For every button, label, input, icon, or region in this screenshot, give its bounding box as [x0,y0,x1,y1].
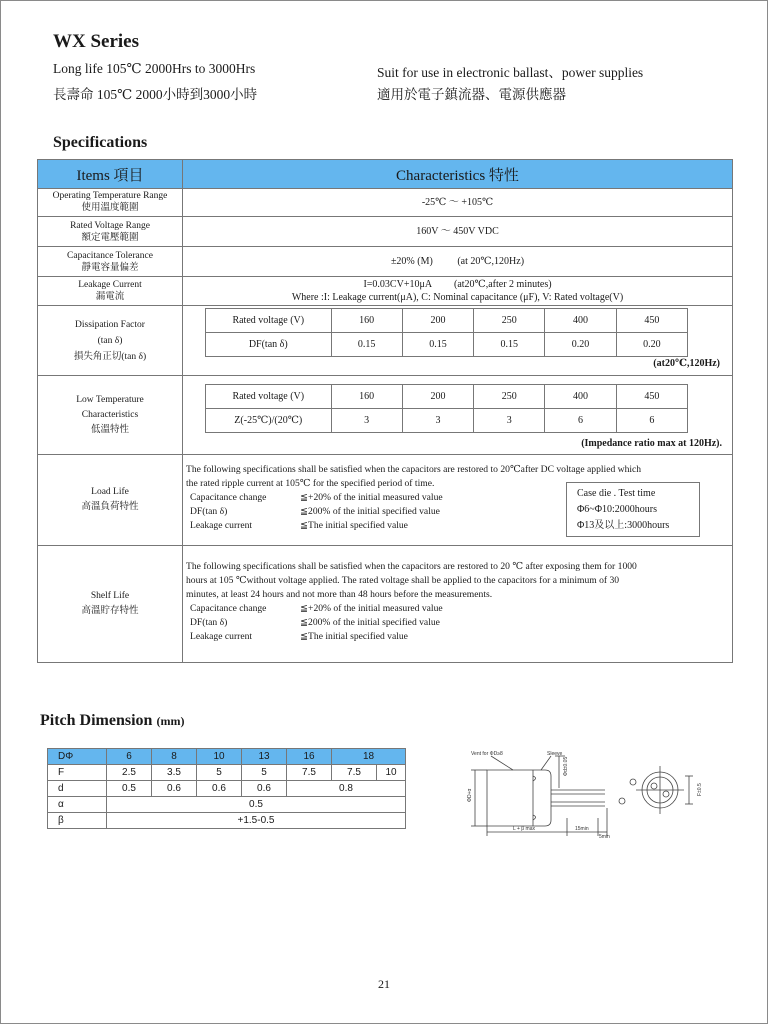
item-en: Load Life [91,487,129,497]
lt-row-label: Z(-25℃)/(20℃) [206,409,332,433]
pitch-f-value: 5 [197,765,242,781]
item-en: Rated Voltage Range [70,220,150,231]
pitch-alpha-value: 0.5 [107,797,406,813]
case-title: Case die . Test time [577,488,656,499]
use-zh: 適用於電子鎮流器、電源供應器 [377,87,566,102]
pitch-alpha-label: α [48,797,107,813]
row-dissipation-factor [38,306,732,376]
df-head-label: Rated voltage (V) [206,309,332,333]
pitch-f-label: F [48,765,107,781]
f-label: F±0.5 [697,783,703,796]
item-zh: 靜電容量偏差 [81,262,139,273]
df-voltage: 200 [402,309,473,333]
lt-head-label: Rated voltage (V) [206,385,332,409]
item-en: Shelf Life [90,591,130,601]
row-leakage-current [38,277,732,306]
items-header: Items 項目 [38,160,183,188]
item-en-2: (tan δ) [97,335,123,346]
min15-label: 15min [575,826,589,832]
item-en: Dissipation Factor [75,319,145,330]
vent-label: Vent for ΦD≥8 [471,751,503,757]
specifications-title: Specifications [53,134,148,151]
pitch-f-value: 7.5 [332,765,377,781]
leakage-cond: (at20℃,after 2 minutes) [454,279,552,290]
d-label: Φd±0.05 [563,756,569,776]
case-line: Φ6~Φ10:2000hours [577,504,658,515]
use-en: Suit for use in electronic ballast、power supplies [377,65,644,80]
lt-voltage: 200 [402,385,473,409]
item-en: Low Temperature [76,394,144,405]
df-voltage: 250 [474,309,545,333]
cap-tolerance-cond: (at 20℃,120Hz) [457,256,525,267]
df-value: 0.15 [402,333,473,357]
case-test-time-box [566,482,700,537]
criteria-key: Capacitance change [190,492,267,503]
pitch-f-value: 5 [242,765,287,781]
df-value: 0.15 [474,333,545,357]
pd-label: ΦD+α [467,788,473,802]
lt-note: (Impedance ratio max at 120Hz). [581,438,722,449]
item-zh: 高溫貯存特性 [81,606,139,616]
df-row-label: DF(tan δ) [206,333,332,357]
pitch-diameter: 10 [197,749,242,765]
criteria-value: ≦The initial specified value [300,520,408,531]
df-table [205,308,688,357]
item-zh: 低溫特性 [90,424,129,435]
pitch-diameter: 18 [332,749,406,765]
criteria-value: ≦The initial specified value [300,631,408,642]
item-en: Operating Temperature Range [52,191,168,201]
life-zh: 長壽命 105℃ 2000小時到3000小時 [53,87,258,102]
row-operating-temperature [38,188,732,217]
criteria-key: DF(tan δ) [190,617,228,628]
row-rated-voltage [38,217,732,247]
pitch-title-text: Pitch Dimension [40,712,153,729]
df-value: 0.20 [616,333,687,357]
min5-label: 5min [599,834,610,840]
lt-voltage: 160 [331,385,402,409]
pitch-beta-value: +1.5-0.5 [107,813,406,829]
criteria-key: Leakage current [190,631,253,642]
life-en: Long life 105℃ 2000Hrs to 3000Hrs [53,61,256,76]
df-value: 0.15 [331,333,402,357]
pitch-d-value: 0.8 [287,781,406,797]
spec-header-row [38,160,732,189]
lt-voltage: 400 [545,385,616,409]
pitch-f-value: 3.5 [152,765,197,781]
lt-voltage: 250 [474,385,545,409]
item-zh: 使用溫度範圍 [81,203,139,213]
pitch-beta-label: β [48,813,107,829]
characteristics-header: Characteristics 特性 [396,167,519,184]
pitch-diameter: 13 [242,749,287,765]
pitch-title [40,712,184,730]
rated-voltage-value: 160V ～ 450V VDC [416,226,499,237]
cap-tolerance-value: ±20% (M) [390,256,433,267]
length-label: L + β max [513,826,536,832]
lt-value: 3 [402,409,473,433]
row-shelf-life [38,546,732,662]
lt-voltage: 450 [616,385,687,409]
item-zh: 額定電壓範圍 [81,232,139,243]
item-en: Capacitance Tolerance [67,250,153,261]
item-zh: 損失角正切(tan δ) [73,351,147,362]
pitch-f-value: 10 [377,765,406,781]
shelf-life-line: The following specifications shall be satisfied when the capacitors are restored to 20 ℃ after exposing them for 1000 [186,561,637,572]
df-note: (at20℃,120Hz) [653,358,720,369]
criteria-key: Leakage current [190,520,253,531]
shelf-life-line: hours at 105 ℃without voltage applied. The rated voltage shall be applied to the capacitors for a minimum of 30 [186,575,620,586]
criteria-value: ≦200% of the initial specified value [300,506,440,517]
lt-value: 6 [616,409,687,433]
df-voltage: 450 [616,309,687,333]
low-temp-table [205,384,688,433]
lt-value: 3 [331,409,402,433]
shelf-life-text [186,560,731,644]
pitch-table [47,748,406,829]
row-capacitance-tolerance [38,247,732,277]
specifications-table [37,159,733,663]
series-title: WX Series [53,31,140,52]
operating-temp-value: -25℃ ～ +105℃ [421,196,494,208]
df-value: 0.20 [545,333,616,357]
pitch-diameter: 8 [152,749,197,765]
lt-value: 3 [474,409,545,433]
pitch-diameter: 6 [107,749,152,765]
pitch-dphi-label: DΦ [48,749,107,765]
df-voltage: 160 [331,309,402,333]
shelf-life-line: minutes, at least 24 hours and not more than 48 hours before the measurements. [186,589,493,600]
pitch-d-value: 0.6 [152,781,197,797]
item-zh: 高溫負荷特性 [81,502,139,512]
pitch-d-label: d [48,781,107,797]
item-en-2: Characteristics [81,409,139,420]
criteria-value: ≦+20% of the initial measured value [300,492,443,503]
criteria-key: Capacitance change [190,603,267,614]
criteria-value: ≦200% of the initial specified value [300,617,440,628]
pitch-unit: (mm) [156,714,185,728]
sleeve-label: Sleeve [547,751,563,757]
leakage-formula: I=0.03CV+10μA [363,279,432,290]
criteria-key: DF(tan δ) [190,506,228,517]
load-life-line: The following specifications shall be satisfied when the capacitors are restored to 20℃after DC voltage applied which [186,464,642,475]
pitch-f-value: 7.5 [287,765,332,781]
leakage-where: Where :I: Leakage current(μA), C: Nominal capacitance (μF), V: Rated voltage(V) [291,292,624,303]
item-en: Leakage Current [78,280,142,290]
row-low-temperature [38,376,732,455]
row-load-life [38,455,732,546]
pitch-diameter: 16 [287,749,332,765]
pitch-d-value: 0.6 [242,781,287,797]
case-line: Φ13及以上:3000hours [577,520,670,531]
pitch-d-value: 0.6 [197,781,242,797]
page-number: 21 [378,977,390,991]
lt-value: 6 [545,409,616,433]
load-life-line: the rated ripple current at 105℃ for the specified period of time. [186,478,435,489]
pitch-d-value: 0.5 [107,781,152,797]
criteria-value: ≦+20% of the initial measured value [300,603,443,614]
item-zh: 漏電流 [95,292,125,302]
df-voltage: 400 [545,309,616,333]
capacitor-dimension-drawing [455,748,725,840]
pitch-f-value: 2.5 [107,765,152,781]
